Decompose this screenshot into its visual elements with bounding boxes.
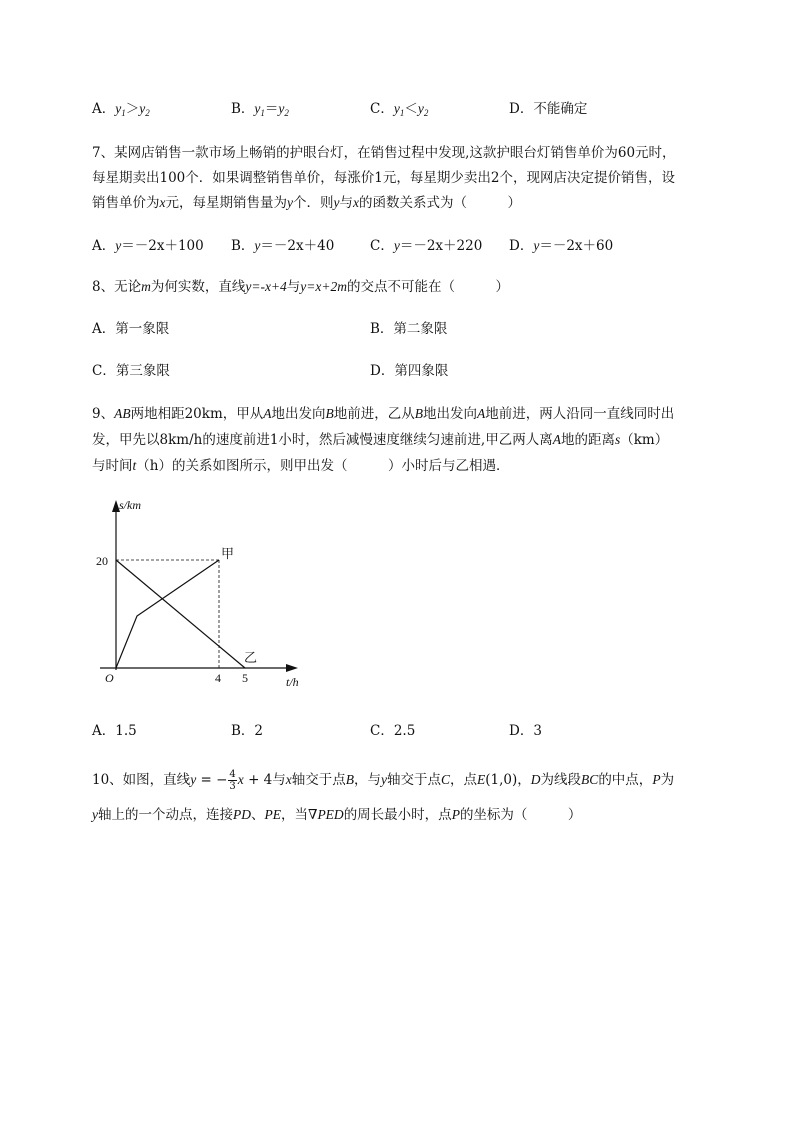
text: 的中点， (598, 772, 653, 788)
text: ， (517, 772, 531, 788)
var: BC (581, 772, 599, 787)
text: 为线段 (540, 772, 582, 788)
x-tick-label-4: 4 (215, 671, 221, 685)
q8-option-c[interactable] (92, 361, 170, 381)
q7-option-d[interactable] (509, 236, 613, 256)
var: PED (317, 807, 344, 822)
option-text: 不能确定 (533, 101, 588, 117)
option-expr: ＝－2x＋220 (399, 238, 483, 254)
text: 元，每星期销售量为 (165, 195, 287, 211)
relation: ＜ (404, 101, 418, 117)
option-letter: B． (231, 238, 255, 254)
text: 个．则 (293, 195, 334, 211)
var: x (285, 772, 292, 787)
q8-option-a[interactable] (92, 319, 169, 339)
text: 发，甲先以8km/h的速度前进1小时，然后减慢速度继续匀速前进,甲乙两人离 (92, 432, 553, 448)
var-y: y (287, 195, 293, 210)
var: A (477, 406, 486, 421)
text: 轴交于点 (291, 772, 346, 788)
text: 销售单价为 (92, 195, 160, 211)
q9-line-3 (92, 456, 509, 476)
text: 轴交于点 (387, 772, 442, 788)
q7-option-b[interactable] (231, 236, 334, 256)
text: 地出发向 (423, 406, 478, 422)
var-y: y (139, 101, 146, 116)
option-text: 2.5 (393, 723, 416, 739)
q8-stem (92, 277, 509, 297)
subscript: 1 (260, 108, 265, 118)
var: A (263, 406, 272, 421)
text: （km） (620, 432, 669, 448)
option-letter: B． (231, 723, 255, 739)
var-y: y (115, 101, 122, 116)
option-letter: D． (370, 363, 395, 379)
option-letter: D． (509, 723, 534, 739)
q10-line-1 (92, 767, 674, 793)
option-text: 2 (254, 723, 264, 739)
var: y (190, 772, 197, 787)
var-y: y (393, 238, 400, 253)
option-letter: D． (509, 101, 534, 117)
y-tick-label: 20 (96, 554, 108, 568)
option-letter: C． (370, 723, 394, 739)
option-expr: ＝－2x＋60 (539, 238, 614, 254)
subscript: 2 (284, 108, 289, 118)
fraction-denominator: 3 (229, 781, 236, 792)
option-text: 3 (533, 723, 542, 739)
equation: y=x+2m (300, 279, 347, 294)
var: y (92, 807, 98, 822)
text: 8、无论 (92, 279, 142, 295)
option-text: 第二象限 (393, 321, 448, 337)
option-text: 第四象限 (394, 363, 449, 379)
text: 、 (251, 807, 265, 823)
text: （h）的关系如图所示，则甲出发（ ）小时后与乙相遇． (136, 458, 510, 474)
text: + 4与 (243, 772, 286, 788)
var: PD (233, 807, 251, 822)
text: (1,0) (485, 772, 518, 788)
var-x: x (353, 195, 359, 210)
text: 与 (339, 195, 353, 211)
q7-line-1: 7、某网店销售一款市场上畅销的护眼台灯，在销售过程中发现,这款护眼台灯销售单价为60元时， (92, 145, 676, 161)
option-letter: A． (92, 321, 116, 337)
text: 的坐标为（ ） (459, 807, 582, 823)
option-text: 第三象限 (115, 363, 170, 379)
q7-line-3 (92, 193, 521, 213)
text: 的函数关系式为（ ） (359, 195, 521, 211)
text: 地出发向 (271, 406, 326, 422)
text: 为何实数，直线 (150, 279, 246, 295)
text: = − (196, 772, 228, 788)
var-y: y (254, 238, 261, 253)
var: x (237, 772, 244, 787)
var-y: y (115, 238, 122, 253)
relation: ＞ (125, 101, 140, 117)
q6-option-c[interactable] (370, 99, 428, 123)
text: 9、 (92, 406, 115, 422)
text: 为 (660, 772, 675, 788)
var: A (552, 432, 561, 447)
q7-option-a[interactable] (92, 236, 204, 256)
var-y: y (533, 238, 540, 253)
text: 地前进，乙从 (333, 406, 415, 422)
fraction-numerator: 4 (229, 769, 236, 780)
q8-option-b[interactable] (370, 319, 447, 339)
option-letter: C． (370, 238, 394, 254)
var-y: y (417, 101, 424, 116)
text: 的周长最小时，点 (343, 807, 452, 823)
text: 两地相距20km，甲从 (130, 406, 264, 422)
relation: ＝ (264, 101, 279, 117)
text: 10、如图，直线 (92, 772, 191, 788)
option-letter: A． (92, 238, 116, 254)
var-y: y (254, 101, 261, 116)
q10-line-2 (92, 805, 581, 825)
x-axis-label: t/h (286, 675, 299, 689)
subscript: 1 (121, 108, 126, 118)
var-y: y (278, 101, 285, 116)
y-axis-label: s/km (119, 498, 141, 512)
option-letter: C． (370, 101, 394, 117)
text: 地前进，两人沿同一直线同时出 (485, 406, 675, 422)
text: 与时间 (92, 458, 133, 474)
text: 地的距离 (560, 432, 615, 448)
var-m: m (141, 279, 151, 294)
q9-option-c[interactable] (370, 721, 415, 741)
var-y: y (393, 101, 400, 116)
option-letter: B． (231, 101, 255, 117)
var: E (477, 772, 486, 787)
x-tick-label-5: 5 (242, 671, 248, 685)
q7-line-2: 每星期卖出100个．如果调整销售单价，每涨价1元，每星期少卖出2个，现网店决定提价销售，设 (92, 170, 675, 186)
option-letter: A． (92, 723, 116, 739)
q7-option-c[interactable] (370, 236, 482, 256)
q6-option-a[interactable] (92, 99, 150, 123)
x-axis-arrow (286, 664, 298, 672)
var-x: x (159, 195, 166, 210)
var: t (132, 458, 137, 473)
var: AB (114, 406, 131, 421)
series-jia-line (116, 560, 219, 668)
origin-label: O (105, 671, 114, 685)
subscript: 1 (399, 108, 405, 118)
option-letter: A． (92, 101, 116, 117)
var: B (325, 406, 334, 421)
var: s (614, 432, 621, 447)
q9-line-2 (92, 430, 668, 450)
var: D (530, 772, 541, 787)
q9-distance-time-graph (90, 490, 310, 695)
text: ，当∇ (281, 807, 318, 823)
var: P (451, 807, 460, 822)
series-jia-label: 甲 (221, 547, 235, 562)
var: y (381, 772, 388, 787)
q9-option-b[interactable] (231, 721, 263, 741)
text: 轴上的一个动点，连接 (98, 807, 233, 823)
fraction (228, 769, 236, 792)
var: B (345, 772, 355, 787)
option-letter: D． (509, 238, 534, 254)
q6-option-b[interactable] (231, 99, 289, 123)
var: PE (264, 807, 281, 822)
var: C (441, 772, 451, 787)
option-letter: B． (370, 321, 394, 337)
text: 与 (286, 279, 301, 295)
series-yi-line (116, 560, 245, 668)
option-text: 1.5 (115, 723, 137, 739)
var: B (414, 406, 424, 421)
option-expr: ＝－2x＋100 (121, 238, 204, 254)
option-expr: ＝－2x＋40 (260, 238, 335, 254)
subscript: 2 (423, 108, 429, 118)
var-y: y (333, 195, 340, 210)
text: ，点 (450, 772, 478, 788)
q9-line-1 (92, 404, 674, 424)
option-text: 第一象限 (115, 321, 170, 337)
q8-option-d[interactable] (370, 361, 448, 381)
text: ，与 (354, 772, 382, 788)
option-letter: C． (92, 363, 116, 379)
subscript: 2 (145, 108, 150, 118)
q9-option-d[interactable] (509, 721, 542, 741)
equation: y=-x+4 (245, 279, 287, 294)
var: P (652, 772, 661, 787)
q9-option-a[interactable] (92, 721, 137, 741)
text: 的交点不可能在（ ） (347, 279, 509, 295)
q6-option-d[interactable] (509, 99, 587, 119)
series-yi-label: 乙 (244, 651, 258, 666)
